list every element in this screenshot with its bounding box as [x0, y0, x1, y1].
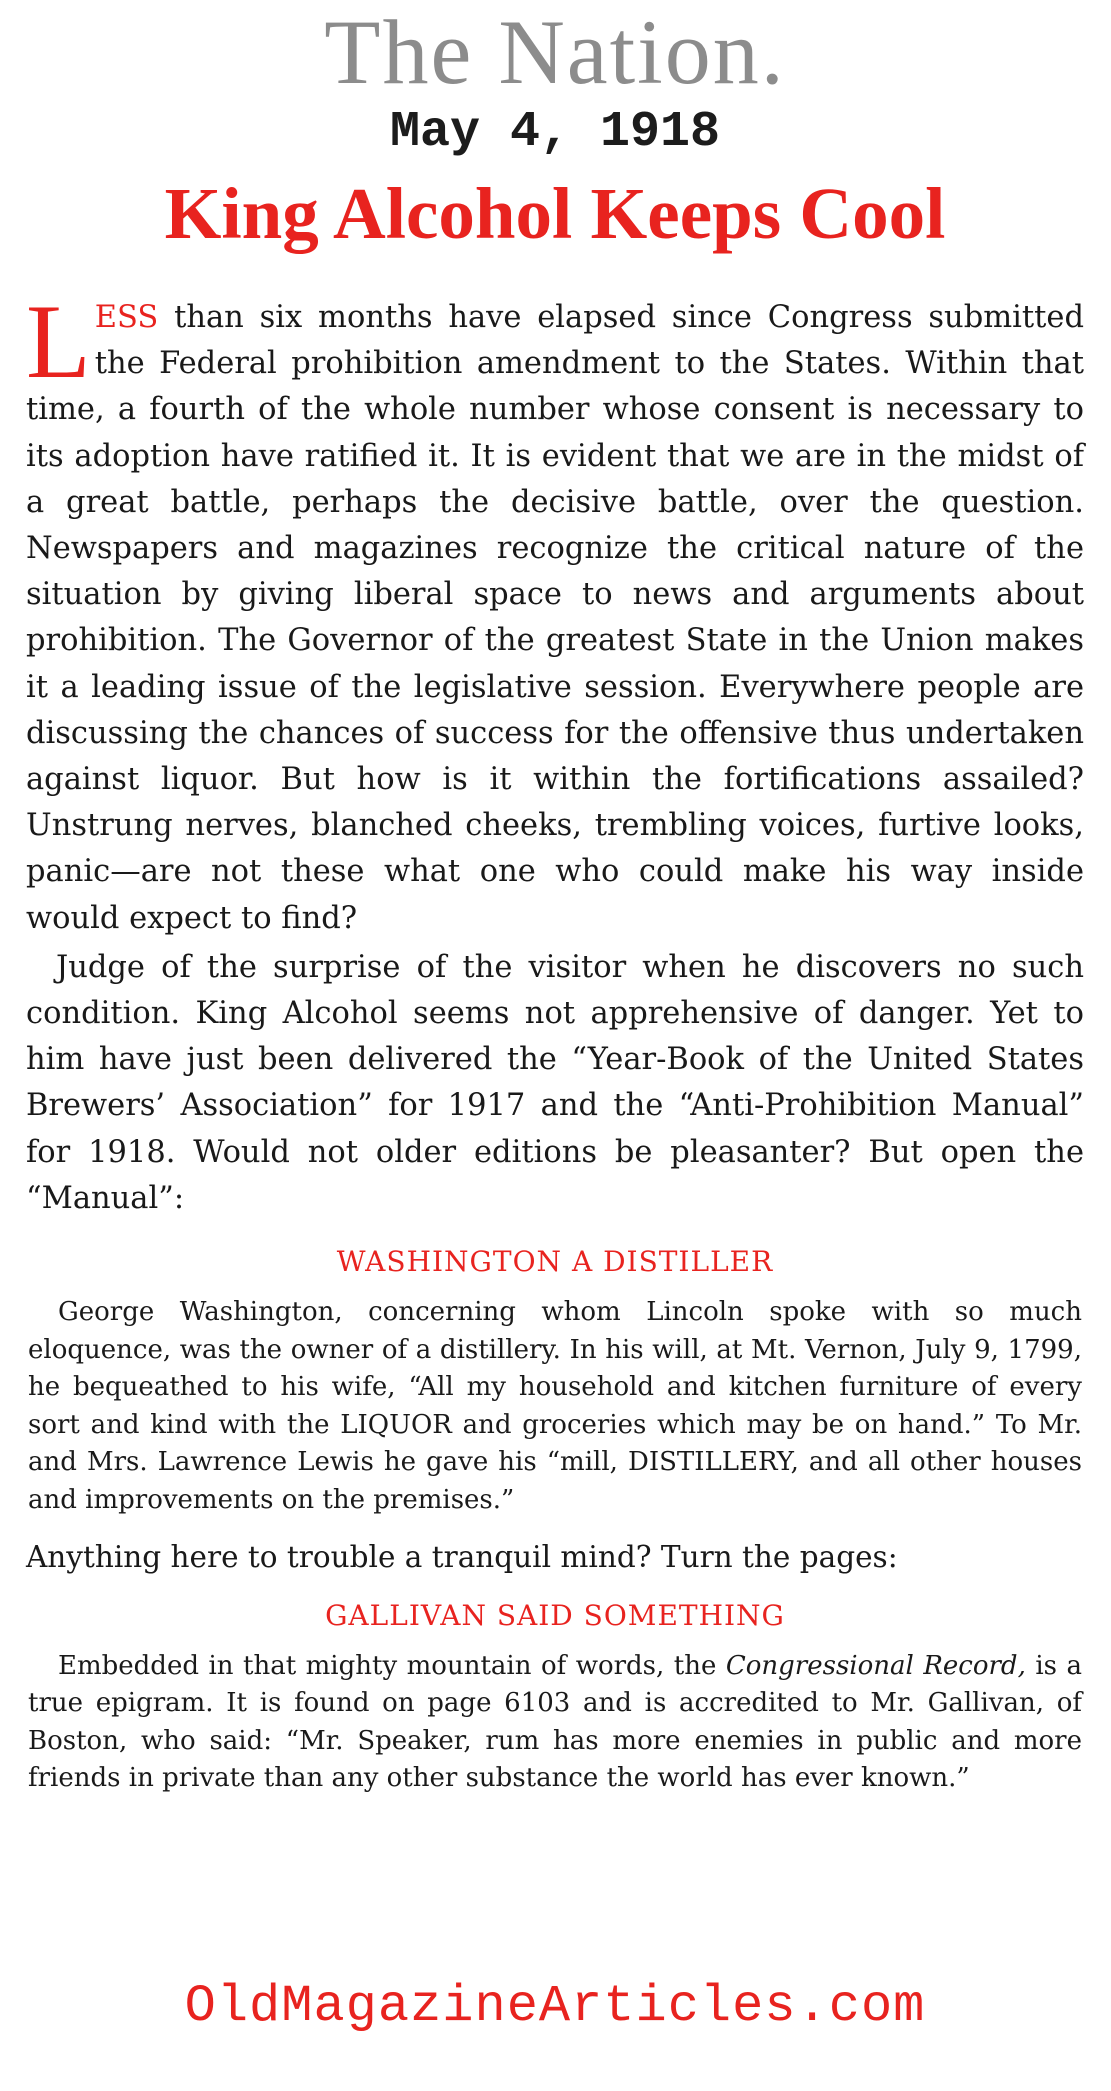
gallivan-text-before: Embedded in that mighty mountain of words, the — [58, 1650, 726, 1681]
article-page — [26, 0, 1084, 2091]
section-heading-gallivan: GALLIVAN SAID SOMETHING — [325, 1598, 785, 1632]
drop-cap: L — [26, 283, 91, 400]
intro-text: than six months have elapsed since Congress submitted the Federal prohibition amendment to the States. Within that time, a fourth of the whole number whose consent is necessary to its adoption have ratified it. It is evident that we are in the midst of a great battle, perhaps the decisive battle, over the question. Newspapers and magazines recognize the critical nature of the situation by giving liberal space to news and arguments about prohibition. The Governor of the greatest State in the Union makes it a leading issue of the legislative session. Everywhere people are discussing the chances of success for the offensive thus undertaken against liquor. But how is it within the fortifications assailed? Unstrung nerves, blanched cheeks, trembling voices, furtive looks, panic—are not these what one who could make his way inside would expect to find? — [26, 300, 1084, 936]
quoted-excerpt-gallivan — [26, 1648, 1084, 1798]
issue-date: May 4, 1918 — [389, 104, 721, 161]
masthead-title: The Nation. — [324, 1, 786, 103]
publication-title: Congressional Record, — [725, 1650, 1026, 1681]
section-heading-washington: WASHINGTON A DISTILLER — [336, 1245, 774, 1279]
lead-word-rest: ESS — [94, 300, 159, 335]
quoted-excerpt-washington: George Washington, concerning whom Lincoln spoke with so much eloquence, was the owner of a distillery. In his will, at Mt. Vernon, July 9, 1799, he bequeathed to his wife, “All my household and kitchen furniture of every sort and kind with the LIQUOR and groceries which may be on hand.” To Mr. and Mrs. Lawrence Lewis he gave his “mill, DISTILLERY, and all other houses and improvements on the premises.” — [28, 1297, 1082, 1516]
site-watermark: OldMagazineArticles.com — [184, 1977, 926, 2036]
interlude-text: Anything here to trouble a tranquil mind? Turn the pages: — [26, 1539, 898, 1574]
intro-paragraph — [26, 283, 1084, 942]
article-headline: King Alcohol Keeps Cool — [164, 173, 946, 254]
gallivan-text-after: is a true epigram. It is found on page 6103 and is accredited to Mr. Gallivan, of Boston, who said: “Mr. Speaker, rum has more enemies in public and more friends in private than any other substance the world has ever known.” — [28, 1650, 1082, 1794]
second-paragraph: Judge of the surprise of the visitor when he discovers no such condition. King Alcohol seems not apprehensive of danger. Yet to him have just been delivered the “Year-Book of the United States Brewers’ Association” for 1917 and the “Anti-Prohibition Manual” for 1918. Would not older editions be pleasanter? But open the “Manual”: — [26, 949, 1084, 1216]
